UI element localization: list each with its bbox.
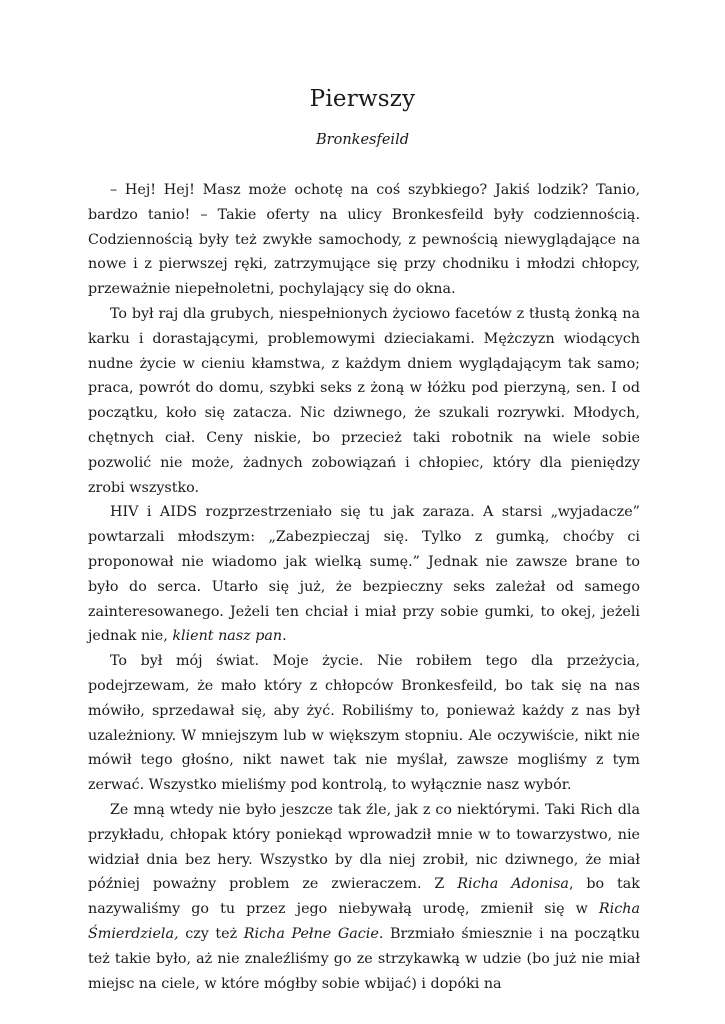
paragraph-3	[88, 500, 640, 649]
paragraph-text: To był raj dla grubych, niespełnionych życiowo facetów z tłustą żonką na karku i dorastającymi, problemowymi dzieciakami. Mężczyzn wiodących nudne życie w cieniu kłamstwa, z każdym dniem wyglądającym tak samo; praca, powrót do domu, szybki seks z żoną w łóżku pod pierzyną, sen. I od początku, koło się zatacza. Nic dziwnego, że szukali rozrywki. Młodych, chętnych ciał. Ceny niskie, bo przecież taki robotnik na wiele sobie pozwolić nie może, żadnych zobowiązań i chłopiec, który dla pieniędzy zrobi wszystko.	[88, 305, 640, 496]
paragraph-4	[88, 649, 640, 798]
paragraph-text: To był mój świat. Moje życie. Nie robiłem tego dla przeżycia, podejrzewam, że mało który z chłopców Bronkesfeild, bo tak się na nas mówiło, sprzedawał się, aby żyć. Robiliśmy to, ponieważ każdy z nas był uzależniony. W mniejszym lub w większym stopniu. Ale oczywiście, nikt nie mówił tego głośno, nikt nawet tak nie myślał, zawsze mogliśmy z tym zerwać. Wszystko mieliśmy pod kontrolą, to wyłącznie nasz wybór.	[88, 653, 640, 794]
italic-phrase: klient nasz pan	[172, 628, 283, 645]
paragraph-5	[88, 798, 640, 996]
paragraph-text: Ze mną wtedy nie było jeszcze tak źle, jak z co niektórymi. Taki Rich dla przykładu, chłopak który poniekąd wprowadził mnie w to towarzystwo, nie widział dnia bez hery. Wszystko by dla niej zrobił, nic dziwnego, że miał później poważny problem ze zwieraczem. Z	[88, 801, 640, 893]
paragraph-text: , bo tak nazywaliśmy go tu przez jego niebywałą urodę, zmienił się w	[88, 876, 640, 918]
paragraph-text: HIV i AIDS rozprzestrzeniało się tu jak zaraza. A starsi „wyjadacze” powtarzali młodszym: „Zabezpieczaj się. Tylko z gumką, choćby ci proponował nie wiadomo jak wielką sumę.” Jednak nie zawsze brane to było do serca. Utarło się już, że bezpieczny seks zależał od samego zainteresowanego. Jeżeli ten chciał i miał przy sobie gumki, to okej, jeżeli jednak nie,	[88, 504, 640, 645]
italic-phrase: Richa Adonisa	[457, 876, 569, 893]
italic-phrase: Richa Śmierdziela,	[88, 901, 640, 942]
paragraph-text: – Hej! Hej! Masz może ochotę na coś szybkiego? Jakiś lodzik? Tanio, bardzo tanio! – Takie oferty na ulicy Bronkesfeild były codziennością. Codziennością były też zwykłe samochody, z pewnością niewyglądające na nowe i z pierwszej ręki, zatrzymujące się przy chodniku i młodzi chłopcy, przeważnie niepełnoletni, pochylający się do okna.	[88, 182, 640, 298]
chapter-subtitle: Bronkesfeild	[316, 132, 409, 148]
paragraph-2	[88, 302, 640, 500]
italic-phrase: Richa Pełne Gacie.	[243, 925, 384, 942]
body-text	[88, 178, 640, 996]
paragraph-text: czy też	[178, 925, 244, 942]
paragraph-1	[88, 178, 640, 302]
paragraph-text: Brzmiało śmiesznie i na początku też takie było, aż nie znaleźliśmy go ze strzykawką w udzie (bo już nie miał miejsc na ciele, w które mógłby sobie wbijać) i dopóki na	[88, 925, 640, 992]
paragraph-text: .	[282, 628, 287, 645]
chapter-title: Pierwszy	[309, 86, 416, 112]
